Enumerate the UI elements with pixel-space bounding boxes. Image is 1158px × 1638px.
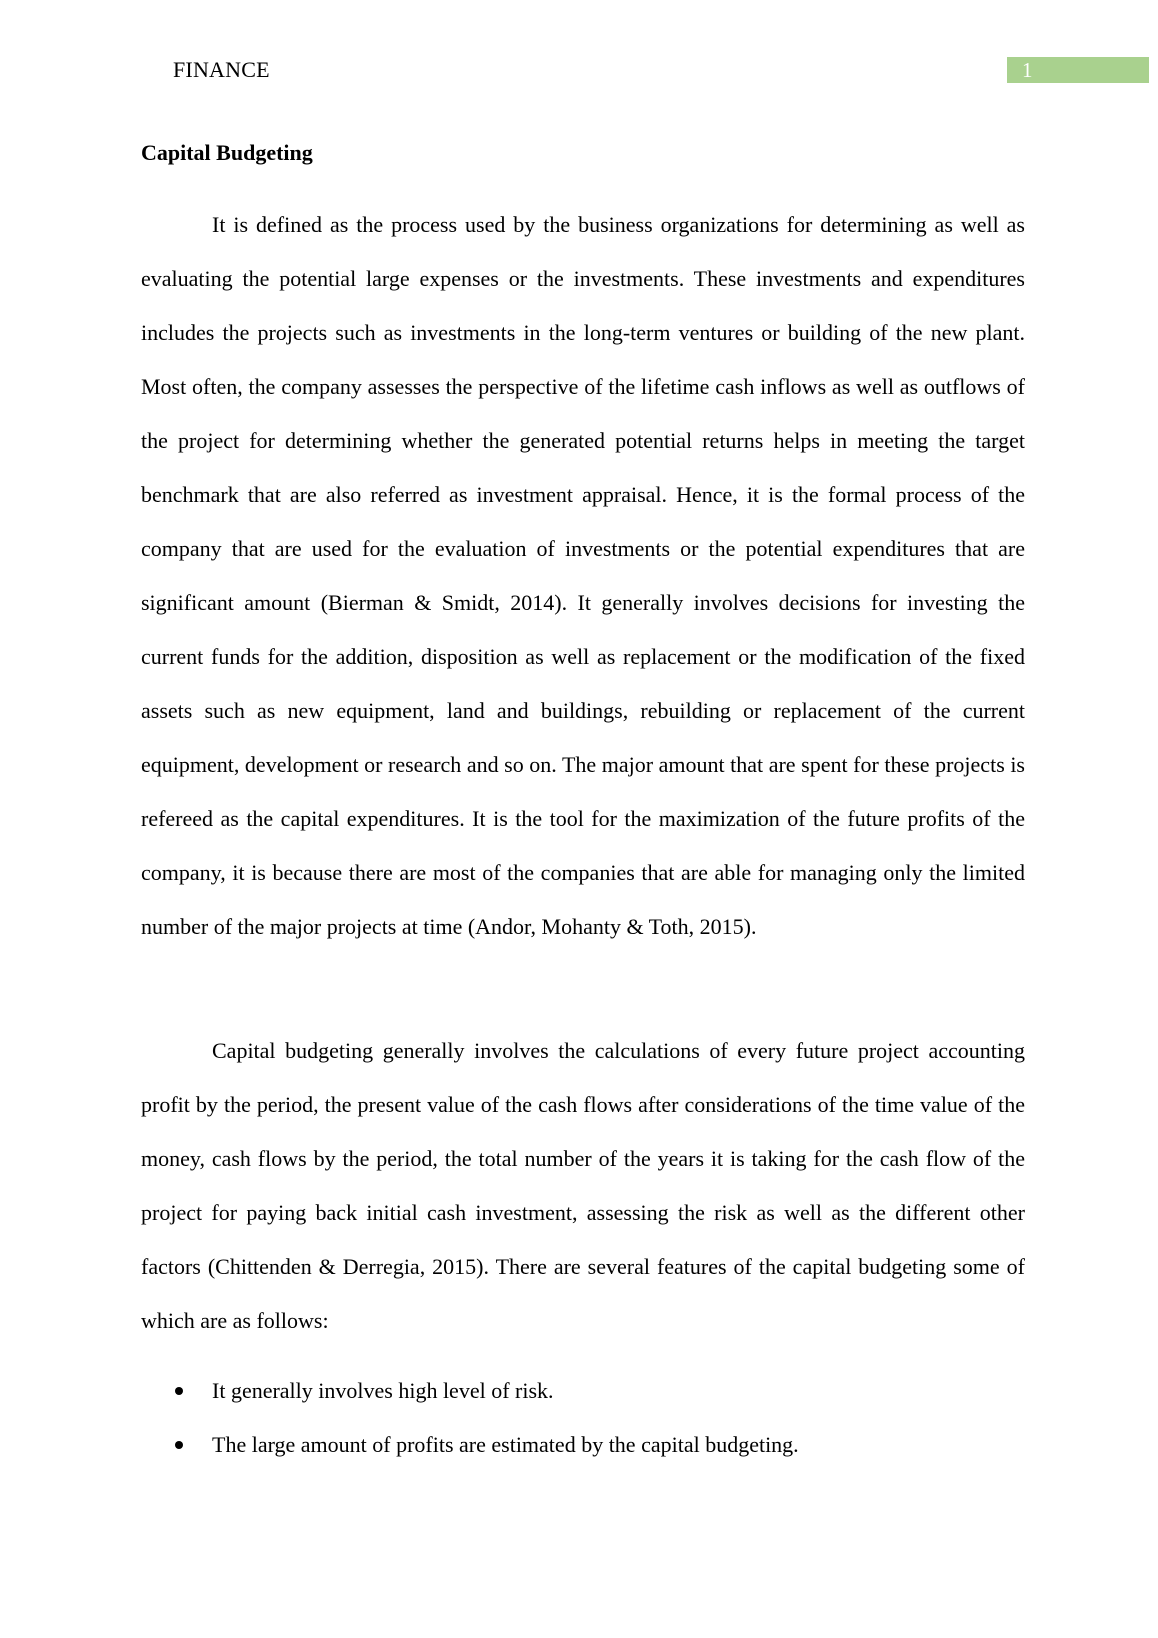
list-item-text: The large amount of profits are estimated by the capital budgeting. xyxy=(212,1432,799,1457)
list-item-text: It generally involves high level of risk. xyxy=(212,1378,554,1403)
bullet-list xyxy=(141,1364,1025,1472)
bullet-icon xyxy=(175,1387,183,1395)
list-item xyxy=(141,1364,1025,1418)
paragraph: Capital budgeting generally involves the calculations of every future project accounting profit by the period, the present value of the cash flows after considerations of the time value of the money, cash flows by the period, the total number of the years it is taking for the cash flow of the project for paying back initial cash investment, assessing the risk as well as the different other factors (Chittenden & Derregia, 2015). There are several features of the capital budgeting some of which are as follows: xyxy=(141,1038,1025,1333)
list-item xyxy=(141,1418,1025,1472)
page-number: 1 xyxy=(1022,58,1033,82)
bullet-icon xyxy=(175,1441,183,1449)
paragraph: It is defined as the process used by the business organizations for determining as well as evaluating the potential large expenses or the investments. These investments and expenditures includes the projects such as investments in the long-term ventures or building of the new plant. Most often, the company assesses the perspective of the lifetime cash inflows as well as outflows of the project for determining whether the generated potential returns helps in meeting the target benchmark that are also referred as investment appraisal. Hence, it is the formal process of the company that are used for the evaluation of investments or the potential expenditures that are significant amount (Bierman & Smidt, 2014). It generally involves decisions for investing the current funds for the addition, disposition as well as replacement or the modification of the fixed assets such as new equipment, land and buildings, rebuilding or replacement of the current equipment, development or research and so on. The major amount that are spent for these projects is refereed as the capital expenditures. It is the tool for the maximization of the future profits of the company, it is because there are most of the companies that are able for managing only the limited number of the major projects at time (Andor, Mohanty & Toth, 2015). xyxy=(141,212,1025,939)
page-number-box xyxy=(1007,57,1149,83)
section-heading: Capital Budgeting xyxy=(141,140,313,165)
running-head: FINANCE xyxy=(173,57,270,82)
